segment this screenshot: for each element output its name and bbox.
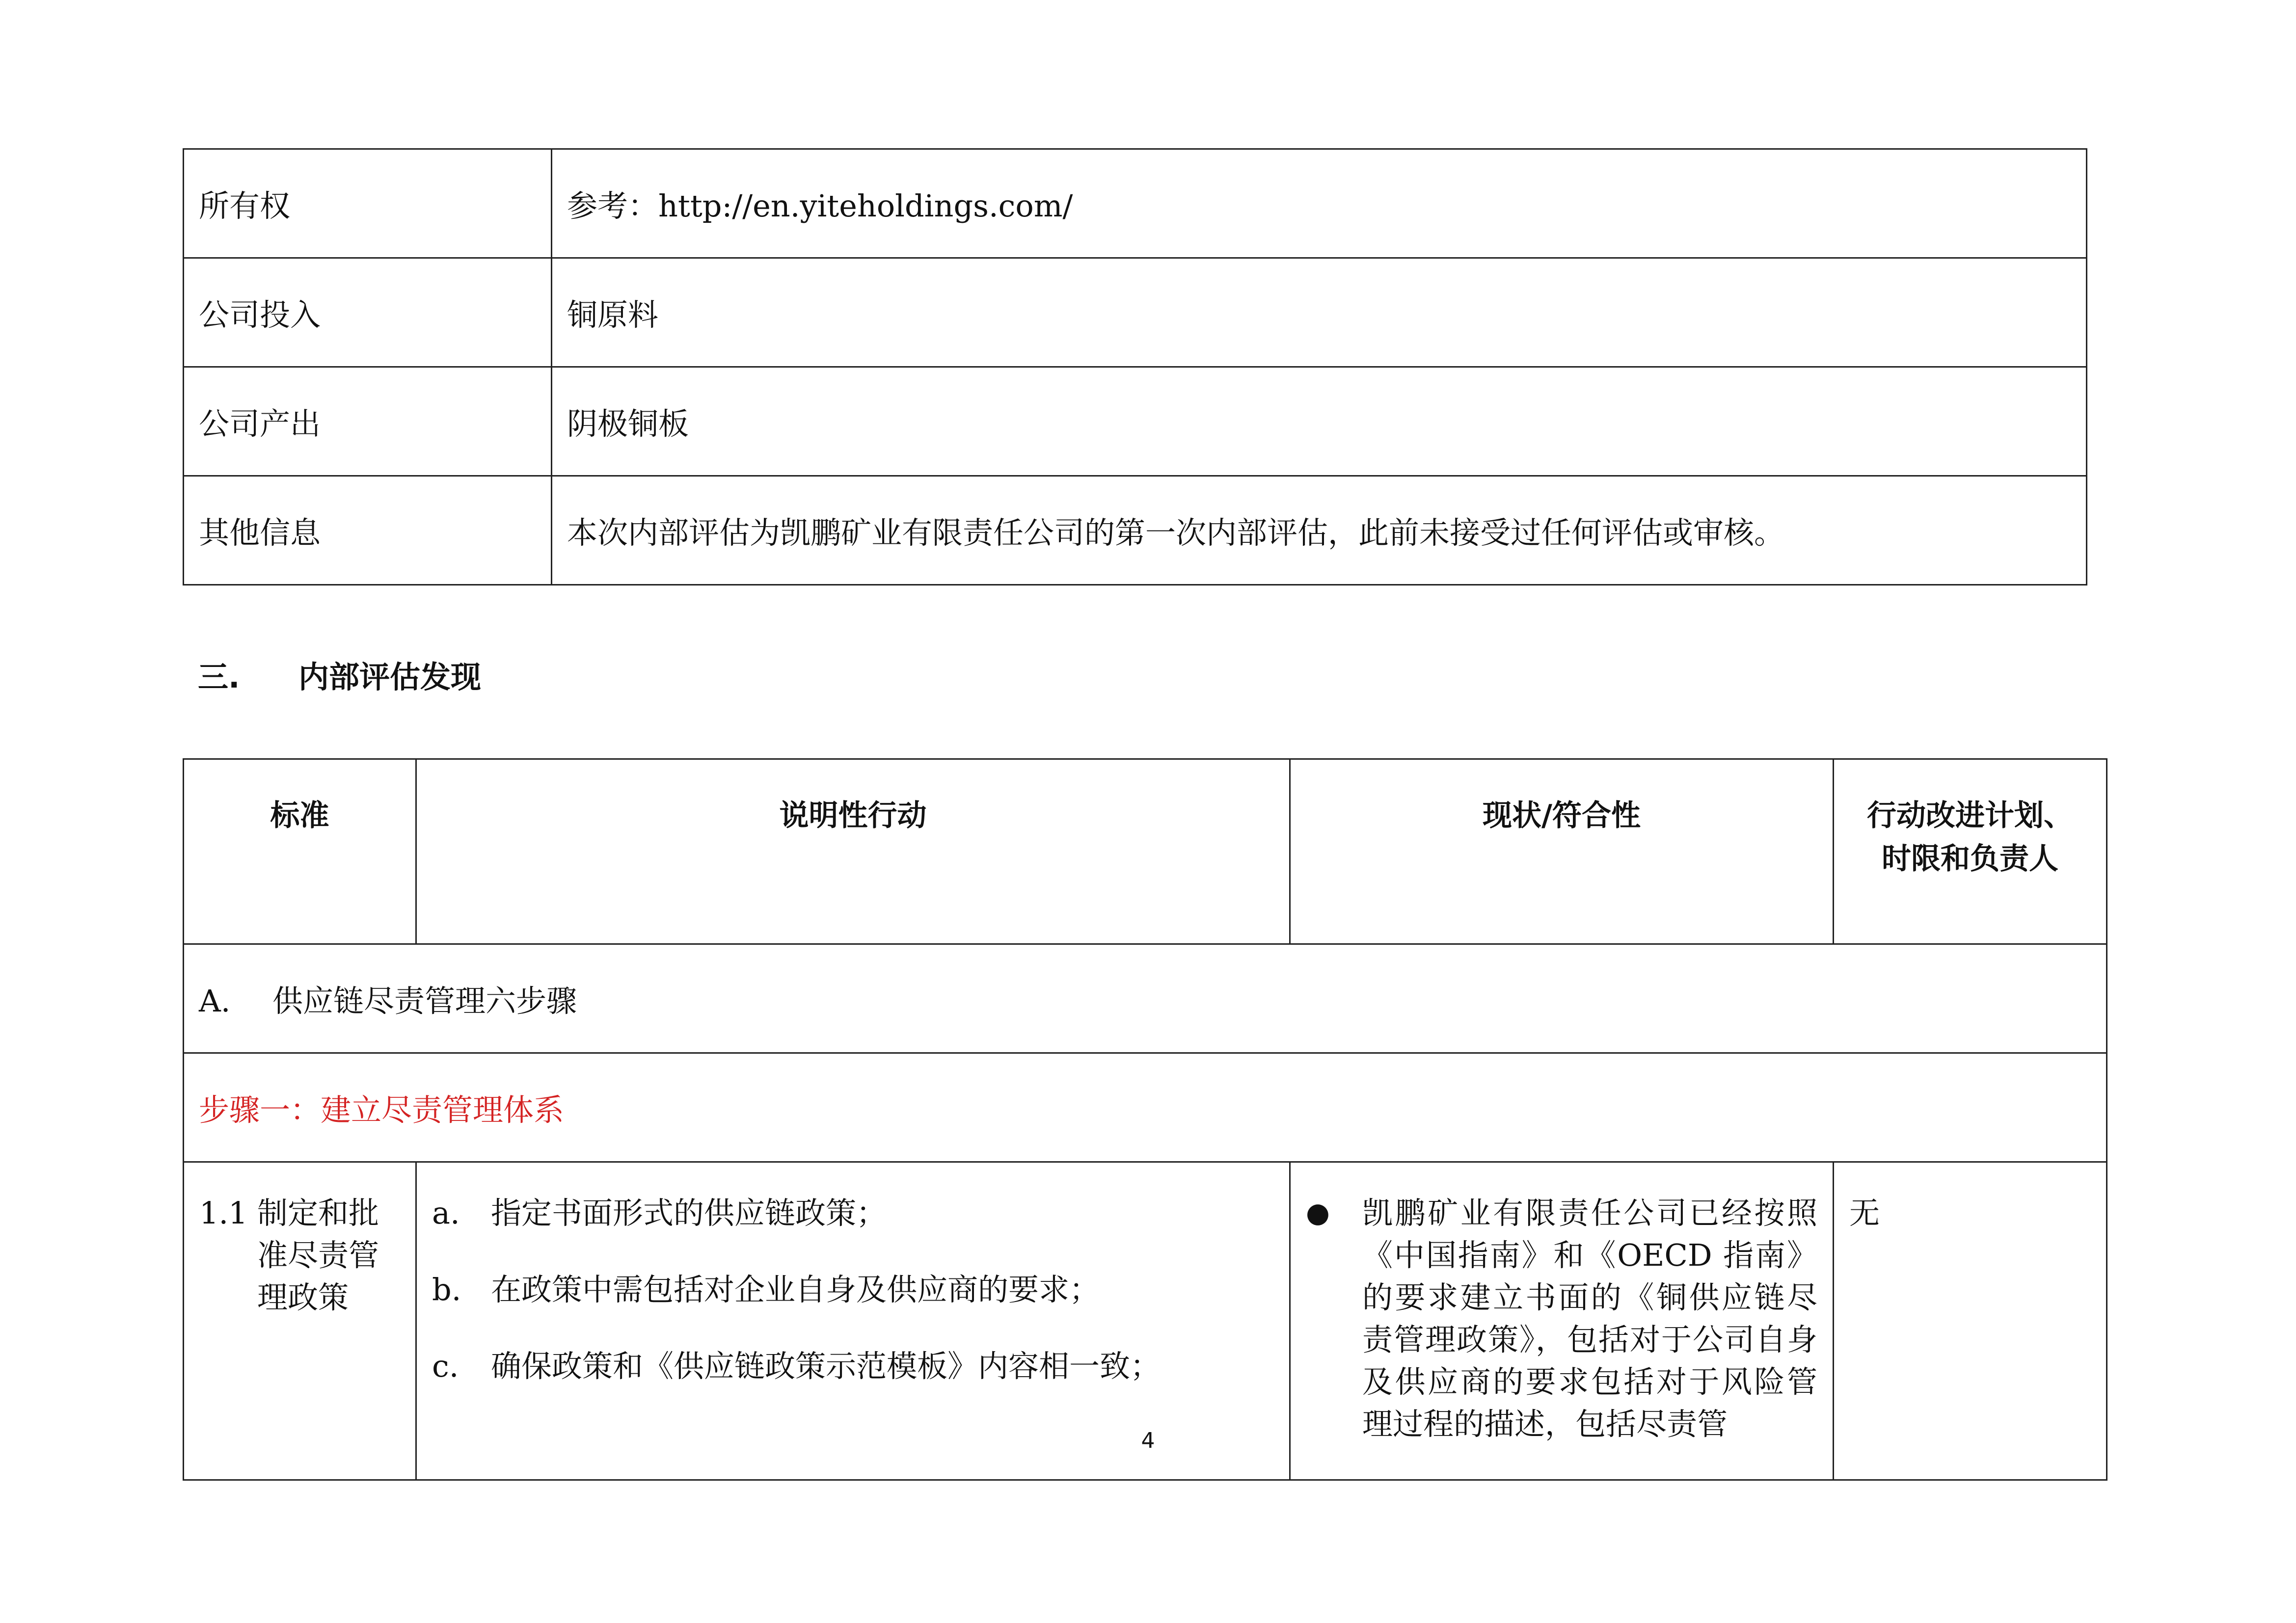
table-row [184, 258, 2087, 367]
action-text: 确保政策和《供应链政策示范模板》内容相一致； [491, 1348, 1161, 1384]
findings-table [183, 758, 2107, 1481]
list-item [432, 1269, 1289, 1311]
info-label: 其他信息 [184, 476, 552, 585]
info-value: 铜原料 [552, 258, 2087, 367]
header-action: 说明性行动 [416, 759, 1290, 944]
section-heading [198, 653, 481, 696]
section-number: 三. [198, 659, 240, 695]
section-a-heading [184, 944, 2107, 1053]
header-status: 现状/符合性 [1290, 759, 1834, 944]
company-info-table [183, 148, 2087, 585]
list-item [432, 1192, 1289, 1234]
list-item [432, 1345, 1289, 1387]
action-letter: c. [432, 1348, 459, 1384]
criterion-text: 制定和批准尽责管理政策 [257, 1195, 379, 1315]
table-row [184, 149, 2087, 258]
table-header-row [184, 759, 2107, 944]
table-row [184, 944, 2107, 1053]
action-text: 在政策中需包括对企业自身及供应商的要求； [491, 1272, 1100, 1307]
step-one-heading: 步骤一：建立尽责管理体系 [184, 1053, 2107, 1162]
criterion-number: 1.1 [199, 1195, 248, 1231]
table-row [184, 367, 2087, 476]
info-value: 阴极铜板 [552, 367, 2087, 476]
section-a-letter: A. [199, 983, 231, 1019]
info-label: 公司产出 [184, 367, 552, 476]
header-plan-line: 行动改进计划、 [1867, 798, 2073, 833]
info-value: 本次内部评估为凯鹏矿业有限责任公司的第一次内部评估，此前未接受过任何评估或审核。 [552, 476, 2087, 585]
info-label: 所有权 [184, 149, 552, 258]
action-letter: b. [432, 1272, 461, 1307]
table-row [184, 1053, 2107, 1162]
section-a-title: 供应链尽责管理六步骤 [272, 983, 577, 1019]
header-plan-line: 时限和负责人 [1882, 842, 2058, 876]
section-title: 内部评估发现 [298, 659, 482, 695]
action-letter: a. [432, 1195, 460, 1231]
info-label: 公司投入 [184, 258, 552, 367]
header-criterion: 标准 [184, 759, 416, 944]
status-text: 凯鹏矿业有限责任公司已经按照《中国指南》和《OECD 指南》的要求建立书面的《铜供应链尽责管理政策》，包括对于公司自身及供应商的要求包括对于风险管理过程的描述，包括尽责管 [1362, 1195, 1817, 1442]
action-text: 指定书面形式的供应链政策； [491, 1195, 887, 1231]
header-plan [1834, 759, 2107, 944]
plan-text: 无 [1849, 1195, 1880, 1231]
table-row [184, 476, 2087, 585]
bullet-icon: ● [1306, 1197, 1330, 1229]
info-value: 参考：http://en.yiteholdings.com/ [552, 149, 2087, 258]
page-number: 4 [1141, 1428, 1155, 1453]
